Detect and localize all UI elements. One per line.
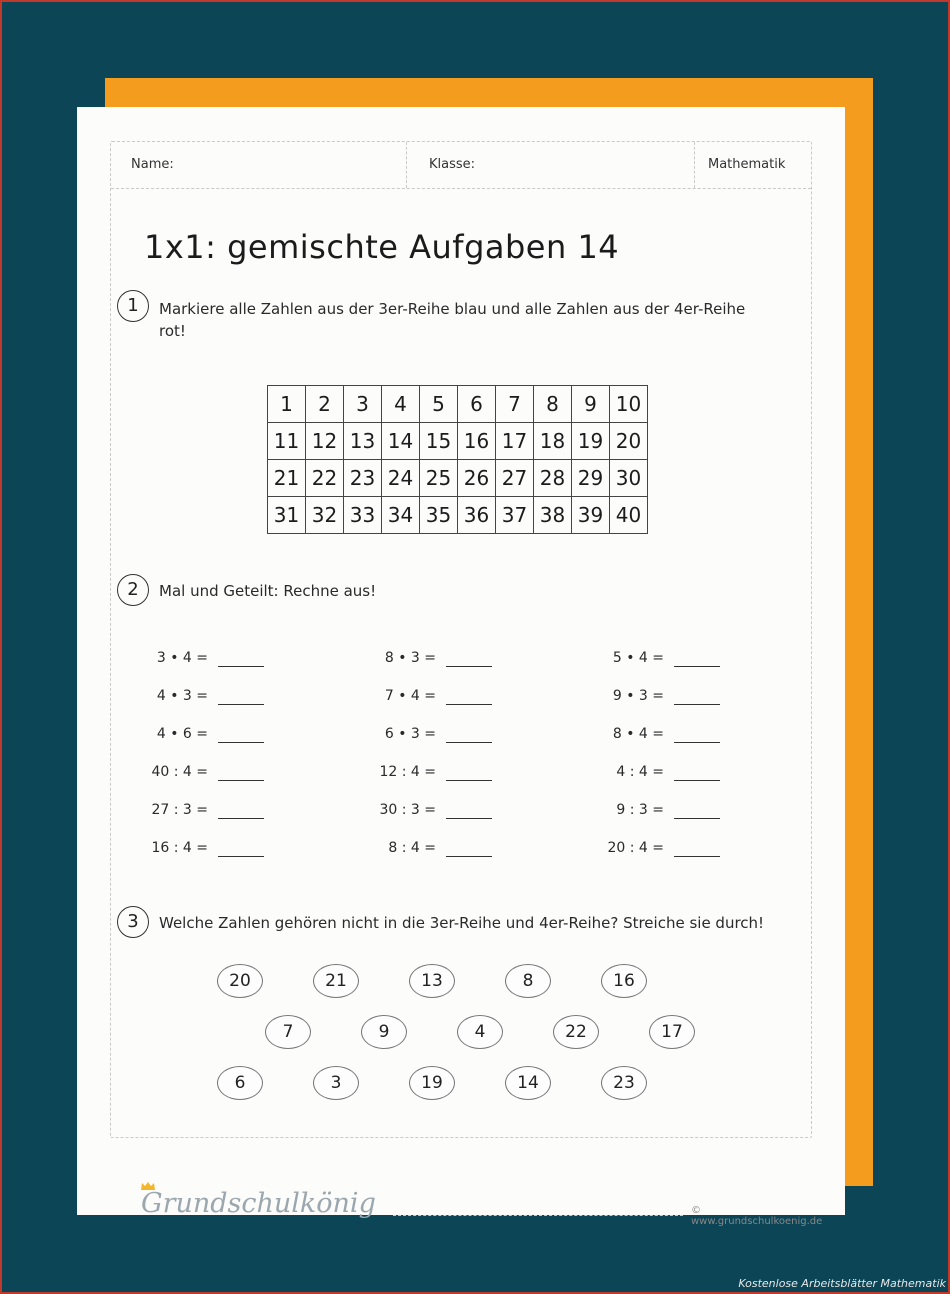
answer-blank[interactable] bbox=[446, 666, 492, 667]
grid-cell[interactable]: 12 bbox=[306, 423, 344, 460]
answer-blank[interactable] bbox=[446, 856, 492, 857]
grid-cell[interactable]: 1 bbox=[268, 386, 306, 423]
grid-cell[interactable]: 4 bbox=[382, 386, 420, 423]
task3-instruction: Welche Zahlen gehören nicht in die 3er-Reihe und 4er-Reihe? Streiche sie durch! bbox=[159, 914, 765, 932]
equation-expression: 8 • 3 = bbox=[384, 650, 436, 666]
answer-blank[interactable] bbox=[674, 780, 720, 781]
equation-expression: 20 : 4 = bbox=[607, 840, 664, 856]
grid-cell[interactable]: 20 bbox=[610, 423, 648, 460]
grid-cell[interactable]: 19 bbox=[572, 423, 610, 460]
equation-expression: 6 • 3 = bbox=[384, 726, 436, 742]
equation-item bbox=[134, 650, 264, 670]
header-divider bbox=[406, 142, 407, 188]
grid-cell[interactable]: 2 bbox=[306, 386, 344, 423]
equation-expression: 12 : 4 = bbox=[379, 764, 436, 780]
number-bubble[interactable]: 20 bbox=[217, 964, 263, 998]
grid-cell[interactable]: 15 bbox=[420, 423, 458, 460]
class-label: Klasse: bbox=[429, 157, 476, 172]
name-label: Name: bbox=[131, 157, 174, 172]
task-number-3: 3 bbox=[117, 906, 149, 938]
answer-blank[interactable] bbox=[674, 742, 720, 743]
worksheet-title: 1x1: gemischte Aufgaben 14 bbox=[144, 228, 620, 266]
image-caption: Kostenlose Arbeitsblätter Mathematik bbox=[738, 1277, 946, 1290]
task1-instruction-line1: Markiere alle Zahlen aus der 3er-Reihe blau und alle Zahlen aus der 4er-Reihe bbox=[159, 300, 746, 318]
equation-item bbox=[134, 802, 264, 822]
equation-item bbox=[134, 688, 264, 708]
equation-item bbox=[362, 726, 492, 746]
grid-cell[interactable]: 3 bbox=[344, 386, 382, 423]
equation-item bbox=[590, 726, 720, 746]
grid-cell[interactable]: 21 bbox=[268, 460, 306, 497]
answer-blank[interactable] bbox=[218, 742, 264, 743]
number-bubble[interactable]: 6 bbox=[217, 1066, 263, 1100]
grid-cell[interactable]: 29 bbox=[572, 460, 610, 497]
equation-item bbox=[590, 688, 720, 708]
answer-blank[interactable] bbox=[674, 704, 720, 705]
answer-blank[interactable] bbox=[446, 704, 492, 705]
grid-cell[interactable]: 33 bbox=[344, 497, 382, 534]
grid-cell[interactable]: 17 bbox=[496, 423, 534, 460]
grid-cell[interactable]: 8 bbox=[534, 386, 572, 423]
equation-item bbox=[362, 802, 492, 822]
grid-cell[interactable]: 25 bbox=[420, 460, 458, 497]
number-bubble[interactable]: 13 bbox=[409, 964, 455, 998]
grid-cell[interactable]: 23 bbox=[344, 460, 382, 497]
grid-cell[interactable]: 32 bbox=[306, 497, 344, 534]
grid-cell[interactable]: 34 bbox=[382, 497, 420, 534]
answer-blank[interactable] bbox=[674, 856, 720, 857]
equation-item bbox=[362, 764, 492, 784]
equation-expression: 9 • 3 = bbox=[612, 688, 664, 704]
equation-expression: 27 : 3 = bbox=[151, 802, 208, 818]
number-bubble[interactable]: 7 bbox=[265, 1015, 311, 1049]
number-bubble[interactable]: 19 bbox=[409, 1066, 455, 1100]
subject-label: Mathematik bbox=[708, 157, 786, 172]
equation-expression: 4 • 6 = bbox=[156, 726, 208, 742]
equation-expression: 4 • 3 = bbox=[156, 688, 208, 704]
grid-row bbox=[268, 460, 648, 497]
number-bubble[interactable]: 21 bbox=[313, 964, 359, 998]
equation-expression: 16 : 4 = bbox=[151, 840, 208, 856]
number-bubble[interactable]: 23 bbox=[601, 1066, 647, 1100]
header-divider bbox=[694, 142, 695, 188]
grid-cell[interactable]: 5 bbox=[420, 386, 458, 423]
number-bubble[interactable]: 22 bbox=[553, 1015, 599, 1049]
grid-cell[interactable]: 35 bbox=[420, 497, 458, 534]
answer-blank[interactable] bbox=[446, 780, 492, 781]
task-number-2: 2 bbox=[117, 574, 149, 606]
grid-cell[interactable]: 18 bbox=[534, 423, 572, 460]
equation-item bbox=[134, 840, 264, 860]
grid-cell[interactable]: 37 bbox=[496, 497, 534, 534]
equation-item bbox=[362, 650, 492, 670]
grid-cell[interactable]: 22 bbox=[306, 460, 344, 497]
equation-item bbox=[590, 840, 720, 860]
equation-expression: 5 • 4 = bbox=[612, 650, 664, 666]
grid-cell[interactable]: 28 bbox=[534, 460, 572, 497]
header-row bbox=[111, 142, 811, 189]
number-bubble[interactable]: 16 bbox=[601, 964, 647, 998]
grid-cell[interactable]: 14 bbox=[382, 423, 420, 460]
number-grid bbox=[267, 385, 648, 534]
worksheet-border bbox=[110, 141, 823, 1227]
equation-item bbox=[134, 726, 264, 746]
equation-expression: 8 : 4 = bbox=[388, 840, 436, 856]
equation-item bbox=[590, 802, 720, 822]
grid-cell[interactable]: 31 bbox=[268, 497, 306, 534]
equation-expression: 9 : 3 = bbox=[616, 802, 664, 818]
task-number-1: 1 bbox=[117, 290, 149, 322]
task1-instruction bbox=[159, 298, 745, 342]
number-bubble[interactable]: 3 bbox=[313, 1066, 359, 1100]
grid-cell[interactable]: 6 bbox=[458, 386, 496, 423]
answer-blank[interactable] bbox=[674, 818, 720, 819]
grid-row bbox=[268, 386, 648, 423]
equation-item bbox=[590, 650, 720, 670]
number-bubble[interactable]: 4 bbox=[457, 1015, 503, 1049]
copyright-text: © www.grundschulkoenig.de bbox=[691, 1205, 823, 1227]
number-bubble[interactable]: 8 bbox=[505, 964, 551, 998]
grid-cell[interactable]: 36 bbox=[458, 497, 496, 534]
grid-cell[interactable]: 24 bbox=[382, 460, 420, 497]
grid-cell[interactable]: 10 bbox=[610, 386, 648, 423]
task2-instruction: Mal und Geteilt: Rechne aus! bbox=[159, 582, 377, 600]
footer-divider bbox=[393, 1215, 683, 1216]
number-bubble[interactable]: 9 bbox=[361, 1015, 407, 1049]
equation-expression: 8 • 4 = bbox=[612, 726, 664, 742]
answer-blank[interactable] bbox=[218, 856, 264, 857]
grid-cell[interactable]: 39 bbox=[572, 497, 610, 534]
grid-cell[interactable]: 7 bbox=[496, 386, 534, 423]
grid-cell[interactable]: 30 bbox=[610, 460, 648, 497]
number-bubble[interactable]: 17 bbox=[649, 1015, 695, 1049]
equation-expression: 30 : 3 = bbox=[379, 802, 436, 818]
grid-cell[interactable]: 16 bbox=[458, 423, 496, 460]
equation-expression: 3 • 4 = bbox=[156, 650, 208, 666]
grid-cell[interactable]: 9 bbox=[572, 386, 610, 423]
grid-cell[interactable]: 26 bbox=[458, 460, 496, 497]
logo-text: Grundschulkönig bbox=[141, 1188, 376, 1219]
task1-instruction-line2: rot! bbox=[159, 322, 186, 340]
answer-blank[interactable] bbox=[674, 666, 720, 667]
equation-item bbox=[134, 764, 264, 784]
equation-expression: 40 : 4 = bbox=[151, 764, 208, 780]
worksheet-paper bbox=[77, 107, 845, 1227]
grid-cell[interactable]: 27 bbox=[496, 460, 534, 497]
answer-blank[interactable] bbox=[446, 818, 492, 819]
grid-row bbox=[268, 497, 648, 534]
equation-expression: 7 • 4 = bbox=[384, 688, 436, 704]
grid-cell[interactable]: 11 bbox=[268, 423, 306, 460]
equation-item bbox=[362, 840, 492, 860]
answer-blank[interactable] bbox=[218, 704, 264, 705]
grid-cell[interactable]: 38 bbox=[534, 497, 572, 534]
answer-blank[interactable] bbox=[218, 818, 264, 819]
grid-row bbox=[268, 423, 648, 460]
equation-item bbox=[590, 764, 720, 784]
grid-cell[interactable]: 40 bbox=[610, 497, 648, 534]
answer-blank[interactable] bbox=[218, 666, 264, 667]
answer-blank[interactable] bbox=[218, 780, 264, 781]
equation-expression: 4 : 4 = bbox=[616, 764, 664, 780]
equation-item bbox=[362, 688, 492, 708]
answer-blank[interactable] bbox=[446, 742, 492, 743]
number-bubble[interactable]: 14 bbox=[505, 1066, 551, 1100]
grid-cell[interactable]: 13 bbox=[344, 423, 382, 460]
